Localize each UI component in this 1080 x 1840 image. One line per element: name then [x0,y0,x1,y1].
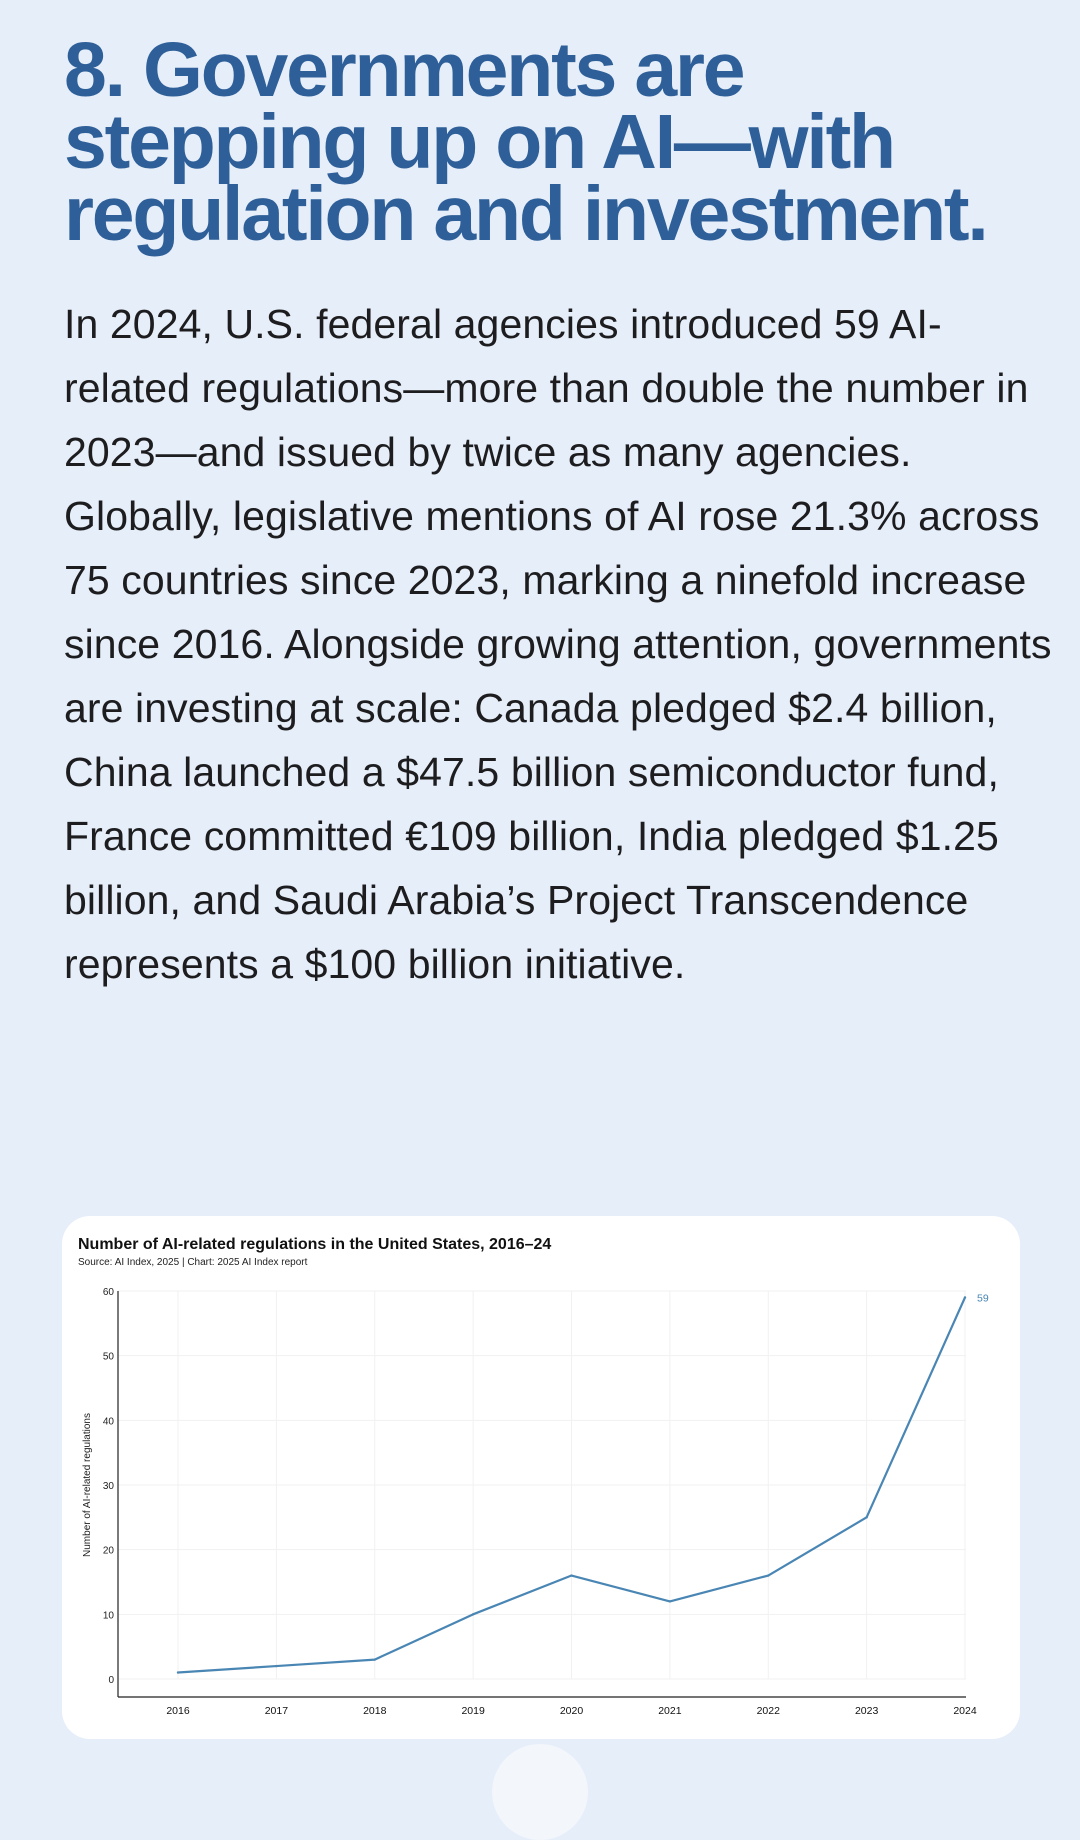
data-point [275,1665,277,1667]
data-point [767,1574,769,1576]
x-tick-label: 2023 [854,1705,879,1717]
data-point [669,1600,671,1602]
y-tick-label: 50 [102,1351,114,1363]
y-tick-label: 40 [102,1416,114,1428]
data-point [964,1296,966,1298]
data-point [374,1658,376,1660]
data-point [865,1516,867,1518]
x-tick-label: 2020 [559,1705,584,1717]
chart-title: Number of AI-related regulations in the United States, 2016–24 [78,1236,552,1253]
x-tick-label: 2024 [953,1705,977,1717]
y-tick-label: 20 [102,1545,114,1557]
y-tick-label: 0 [108,1675,114,1686]
chart-source: Source: AI Index, 2025 | Chart: 2025 AI Index report [78,1257,308,1268]
scroll-handle[interactable] [492,1744,588,1840]
x-tick-label: 2016 [166,1705,190,1717]
data-point [177,1671,179,1673]
x-tick-label: 2021 [658,1705,682,1717]
x-tick-label: 2022 [756,1705,780,1717]
data-point [570,1574,572,1576]
data-point [472,1613,474,1615]
y-axis-label: Number of AI-related regulations [82,1413,93,1557]
data-label: 59 [977,1292,989,1305]
headline: 8. Governments are stepping up on AI—with regulation and investment. [64,27,987,257]
y-tick-label: 10 [102,1610,114,1622]
x-tick-label: 2017 [264,1705,289,1717]
x-tick-label: 2019 [461,1705,485,1717]
article-body: In 2024, U.S. federal agencies introduced 59 AI-related regulations—more than double the number in 2023—and issued by twice as many agencies. Globally, legislative mentions of AI rose 21.3% across 75 countries since 2023, marking a ninefold increase since 2016. Alongside growing attention, governments are investing at scale: Canada pledged $2.4 billion, China launched a $47.5 billion semiconductor fund, France committed €109 billion, India pledged $1.25 billion, and Saudi Arabia’s Project Transcendence represents a $100 billion initiative. [64,301,1052,987]
x-tick-label: 2018 [363,1705,387,1717]
y-tick-label: 60 [102,1287,114,1298]
y-tick-label: 30 [102,1481,114,1492]
